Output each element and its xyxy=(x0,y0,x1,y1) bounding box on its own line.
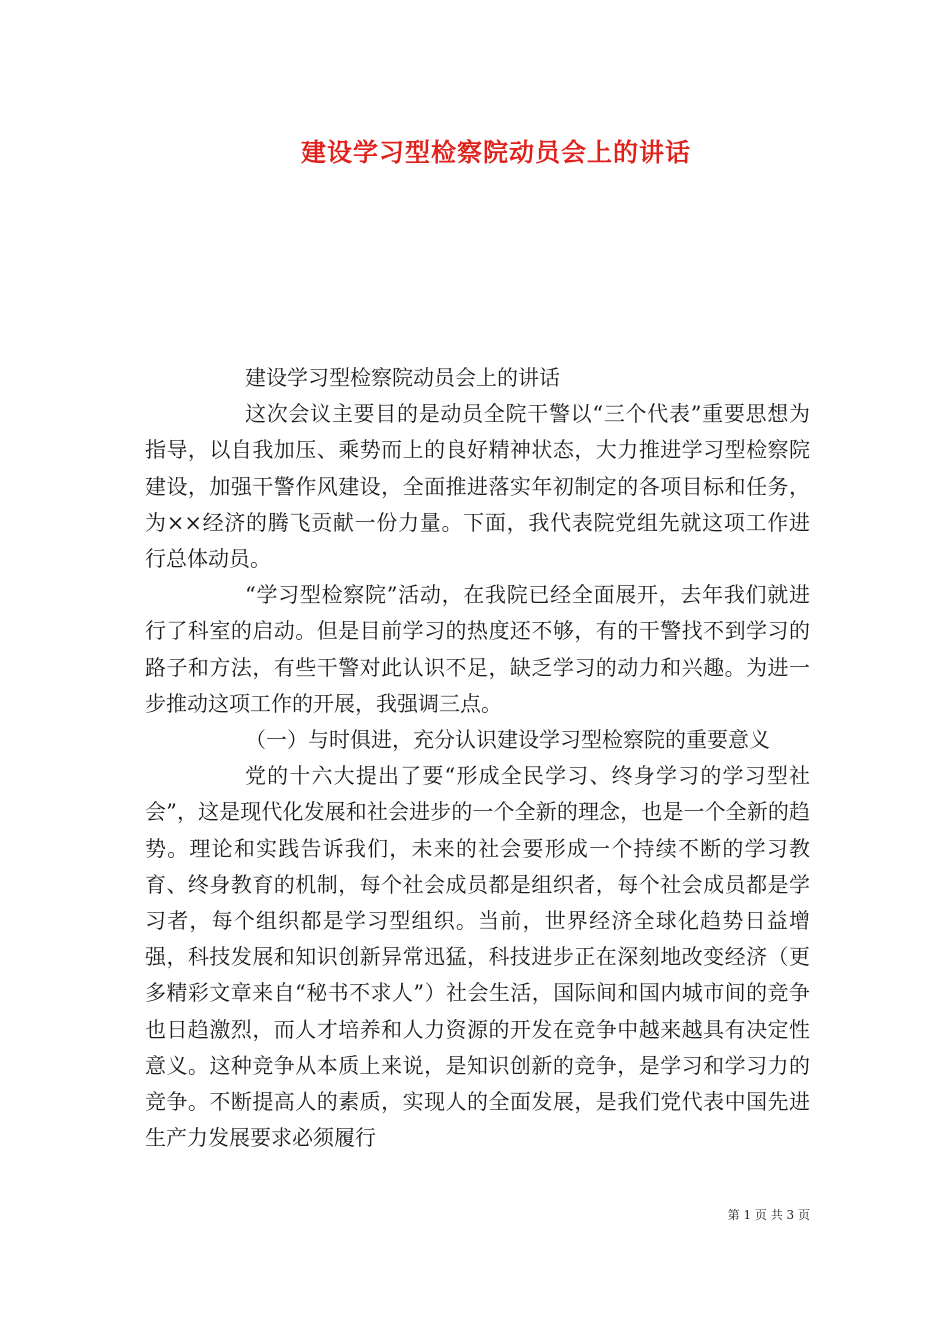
body-paragraph-intro: 这次会议主要目的是动员全院干警以“三个代表”重要思想为指导，以自我加压、乘势而上的良好精神状态，大力推进学习型检察院建设，加强干警作风建设，全面推进落实年初制定的各项目标和任务，为××经济的腾飞贡献一份力量。下面，我代表院党组先就这项工作进行总体动员。 xyxy=(145,402,810,572)
page-number: 第 1 页 共 3 页 xyxy=(727,1208,810,1222)
document-body xyxy=(145,360,810,1156)
body-paragraph-heading: 建设学习型检察院动员会上的讲话 xyxy=(245,366,560,390)
body-paragraph-significance: 党的十六大提出了要“形成全民学习、终身学习的学习型社会”，这是现代化发展和社会进步的一个全新的理念，也是一个全新的趋势。理论和实践告诉我们，未来的社会要形成一个持续不断的学习教育、终身教育的机制，每个社会成员都是组织者，每个社会成员都是学习者，每个组织都是学习型组织。当前，世界经济全球化趋势日益增强，科技发展和知识创新异常迅猛，科技进步正在深刻地改变经济（更多精彩文章来自“秘书不求人”）社会生活，国际间和国内城市间的竞争也日趋激烈，而人才培养和人力资源的开发在竞争中越来越具有决定性意义。这种竞争从本质上来说，是知识创新的竞争，是学习和学习力的竞争。不断提高人的素质，实现人的全面发展，是我们党代表中国先进生产力发展要求必须履行 xyxy=(145,764,810,1151)
document-title: 建设学习型检察院动员会上的讲话 xyxy=(300,138,691,167)
section-heading-one: （一）与时俱进，充分认识建设学习型检察院的重要意义 xyxy=(245,728,770,753)
body-paragraph-status: “学习型检察院”活动，在我院已经全面展开，去年我们就进行了科室的启动。但是目前学习的热度还不够，有的干警找不到学习的路子和方法，有些干警对此认识不足，缺乏学习的动力和兴趣。为进一步推动这项工作的开展，我强调三点。 xyxy=(145,583,810,716)
